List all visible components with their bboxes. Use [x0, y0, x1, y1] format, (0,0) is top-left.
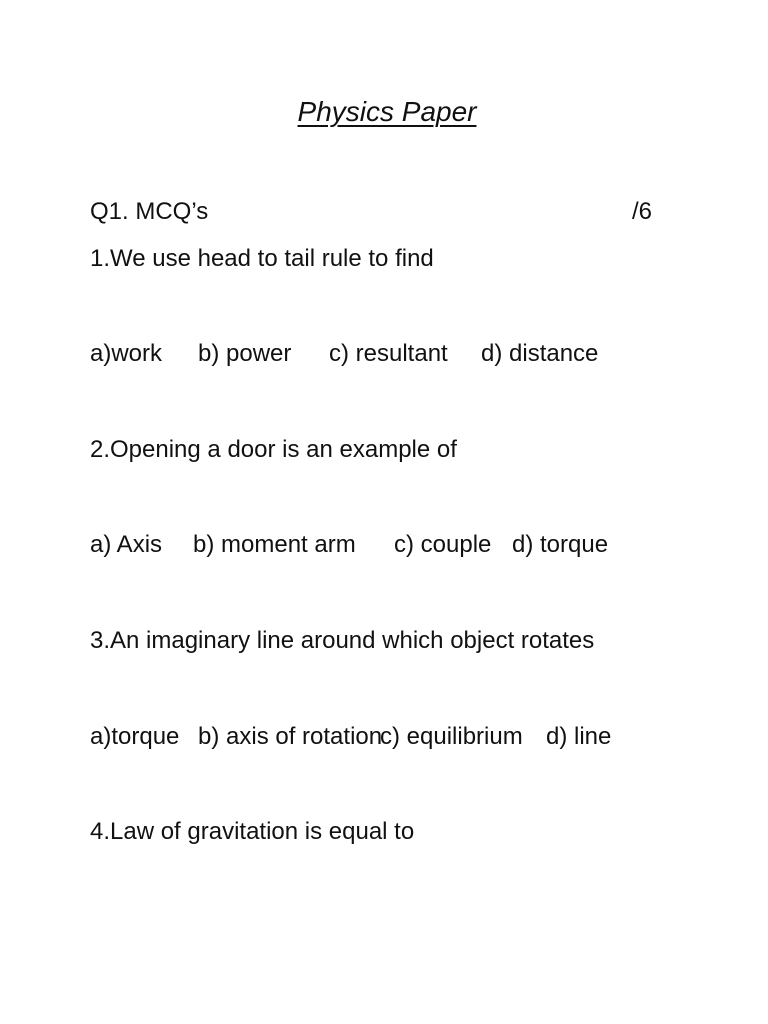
question-3-text: 3.An imaginary line around which object rotates — [90, 627, 595, 654]
question-1-options — [90, 340, 598, 368]
question-2-option-b: b) moment arm — [193, 531, 356, 558]
section-label: Q1. MCQ’s — [90, 198, 209, 225]
page-title: Physics Paper — [297, 96, 477, 127]
question-2-option-d: d) torque — [512, 531, 609, 558]
question-1-option-a: a)work — [90, 340, 163, 367]
section-header — [90, 198, 660, 232]
question-3-options — [90, 723, 611, 751]
question-1-option-d: d) distance — [481, 340, 599, 367]
question-4-text: 4.Law of gravitation is equal to — [90, 818, 415, 845]
question-2-options — [90, 531, 608, 559]
question-1-option-c: c) resultant — [329, 340, 448, 367]
question-1-text: 1.We use head to tail rule to find — [90, 245, 434, 272]
question-3-option-c: c) equilibrium — [380, 723, 523, 750]
question-3-option-a: a)torque — [90, 723, 180, 750]
question-2-text: 2.Opening a door is an example of — [90, 436, 457, 463]
question-3-option-b: b) axis of rotation — [198, 723, 383, 750]
question-3-option-d: d) line — [546, 723, 612, 750]
question-2-option-a: a) Axis — [90, 531, 163, 558]
section-marks: /6 — [631, 198, 652, 225]
question-1-option-b: b) power — [198, 340, 292, 367]
question-2-option-c: c) couple — [394, 531, 492, 558]
